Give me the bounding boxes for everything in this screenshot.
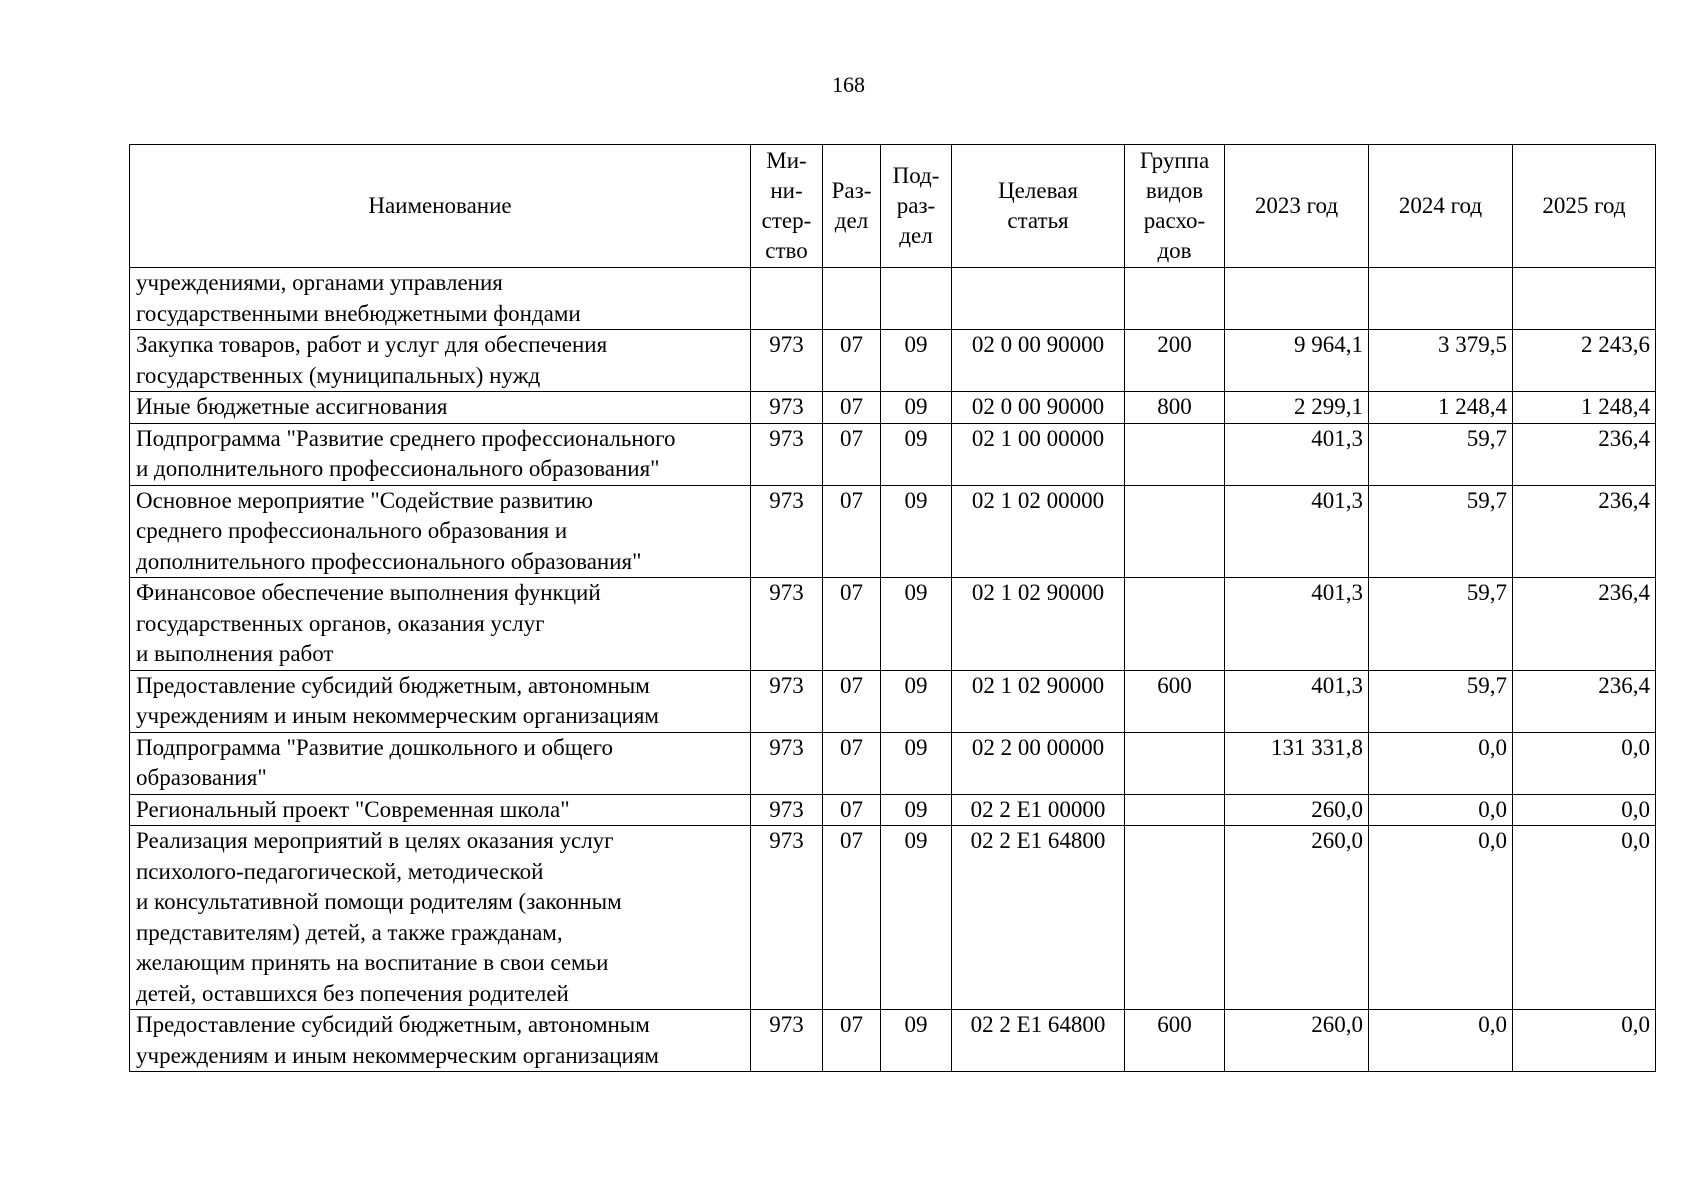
- table-header-row: [130, 145, 1656, 268]
- cell-section: 07: [823, 423, 881, 485]
- cell-subsection: 09: [881, 794, 952, 826]
- cell-section: 07: [823, 826, 881, 1010]
- header-target-article: Целевая статья: [952, 145, 1125, 268]
- table-row: [130, 423, 1656, 485]
- cell-subsection: 09: [881, 578, 952, 671]
- cell-year-2025: 0,0: [1513, 826, 1656, 1010]
- cell-year-2023: 260,0: [1225, 1010, 1369, 1072]
- cell-section: 07: [823, 392, 881, 424]
- cell-subsection: 09: [881, 1010, 952, 1072]
- cell-year-2023: 131 331,8: [1225, 732, 1369, 794]
- cell-ministry: 973: [751, 330, 823, 392]
- cell-year-2024: 59,7: [1369, 423, 1513, 485]
- cell-subsection: 09: [881, 392, 952, 424]
- cell-subsection: 09: [881, 423, 952, 485]
- cell-year-2025: 236,4: [1513, 485, 1656, 578]
- cell-section: 07: [823, 732, 881, 794]
- header-name: Наименование: [130, 145, 751, 268]
- cell-name: Закупка товаров, работ и услуг для обеспечения государственных (муниципальных) нужд: [130, 330, 751, 392]
- cell-ministry: 973: [751, 485, 823, 578]
- cell-section: 07: [823, 1010, 881, 1072]
- cell-year-2023: 401,3: [1225, 423, 1369, 485]
- cell-year-2025: 236,4: [1513, 670, 1656, 732]
- cell-target-article: 02 2 00 00000: [952, 732, 1125, 794]
- cell-name: Реализация мероприятий в целях оказания услуг психолого-педагогической, методической и консультативной помощи родителям (законным представителям) детей, а также гражданам, желающим принять на воспитание в свои семьи детей, оставшихся без попечения родителей: [130, 826, 751, 1010]
- cell-target-article: 02 1 02 00000: [952, 485, 1125, 578]
- cell-year-2024: 0,0: [1369, 826, 1513, 1010]
- cell-target-article: 02 2 E1 00000: [952, 794, 1125, 826]
- cell-ministry: 973: [751, 423, 823, 485]
- cell-expense-group: 800: [1125, 392, 1225, 424]
- cell-year-2024: 59,7: [1369, 578, 1513, 671]
- cell-name: Предоставление субсидий бюджетным, автономным учреждениям и иным некоммерческим организациям: [130, 1010, 751, 1072]
- cell-expense-group: [1125, 794, 1225, 826]
- page-number: 168: [832, 72, 865, 97]
- header-section: Раз- дел: [823, 145, 881, 268]
- cell-subsection: 09: [881, 330, 952, 392]
- table-row: [130, 392, 1656, 424]
- cell-target-article: [952, 268, 1125, 330]
- cell-expense-group: [1125, 826, 1225, 1010]
- cell-ministry: 973: [751, 732, 823, 794]
- header-year-2024: 2024 год: [1369, 145, 1513, 268]
- cell-ministry: 973: [751, 670, 823, 732]
- cell-section: 07: [823, 330, 881, 392]
- cell-expense-group: [1125, 423, 1225, 485]
- table-row: [130, 794, 1656, 826]
- table-row: [130, 826, 1656, 1010]
- cell-year-2023: 401,3: [1225, 670, 1369, 732]
- cell-name: Региональный проект "Современная школа": [130, 794, 751, 826]
- cell-section: 07: [823, 485, 881, 578]
- cell-ministry: 973: [751, 794, 823, 826]
- budget-table: [129, 144, 1656, 1072]
- cell-ministry: [751, 268, 823, 330]
- cell-year-2024: 0,0: [1369, 1010, 1513, 1072]
- cell-year-2023: 401,3: [1225, 578, 1369, 671]
- cell-year-2023: 260,0: [1225, 826, 1369, 1010]
- cell-name: Основное мероприятие "Содействие развитию среднего профессионального образования и дополнительного профессионального образования": [130, 485, 751, 578]
- cell-target-article: 02 2 E1 64800: [952, 826, 1125, 1010]
- cell-year-2024: 59,7: [1369, 670, 1513, 732]
- cell-year-2024: [1369, 268, 1513, 330]
- cell-expense-group: [1125, 578, 1225, 671]
- table-row: [130, 670, 1656, 732]
- cell-ministry: 973: [751, 392, 823, 424]
- cell-name: учреждениями, органами управления государственными внебюджетными фондами: [130, 268, 751, 330]
- cell-subsection: 09: [881, 485, 952, 578]
- cell-name: Финансовое обеспечение выполнения функций государственных органов, оказания услуг и выполнения работ: [130, 578, 751, 671]
- cell-year-2024: 59,7: [1369, 485, 1513, 578]
- table-row: [130, 1010, 1656, 1072]
- cell-year-2023: 260,0: [1225, 794, 1369, 826]
- table-row: [130, 732, 1656, 794]
- cell-year-2023: 9 964,1: [1225, 330, 1369, 392]
- cell-year-2023: [1225, 268, 1369, 330]
- cell-year-2024: 0,0: [1369, 732, 1513, 794]
- cell-expense-group: [1125, 268, 1225, 330]
- cell-year-2025: [1513, 268, 1656, 330]
- cell-expense-group: [1125, 485, 1225, 578]
- cell-section: [823, 268, 881, 330]
- cell-ministry: 973: [751, 826, 823, 1010]
- cell-year-2025: 236,4: [1513, 423, 1656, 485]
- cell-year-2023: 2 299,1: [1225, 392, 1369, 424]
- cell-ministry: 973: [751, 578, 823, 671]
- cell-year-2025: 0,0: [1513, 732, 1656, 794]
- cell-subsection: 09: [881, 732, 952, 794]
- cell-name: Подпрограмма "Развитие дошкольного и общего образования": [130, 732, 751, 794]
- cell-subsection: 09: [881, 826, 952, 1010]
- cell-section: 07: [823, 670, 881, 732]
- cell-target-article: 02 0 00 90000: [952, 330, 1125, 392]
- cell-target-article: 02 1 02 90000: [952, 578, 1125, 671]
- cell-target-article: 02 2 E1 64800: [952, 1010, 1125, 1072]
- header-subsection: Под- раз- дел: [881, 145, 952, 268]
- cell-expense-group: [1125, 732, 1225, 794]
- cell-target-article: 02 0 00 90000: [952, 392, 1125, 424]
- cell-subsection: 09: [881, 670, 952, 732]
- cell-section: 07: [823, 794, 881, 826]
- cell-year-2025: 0,0: [1513, 794, 1656, 826]
- cell-name: Иные бюджетные ассигнования: [130, 392, 751, 424]
- cell-year-2025: 1 248,4: [1513, 392, 1656, 424]
- header-ministry: Ми- ни- стер- ство: [751, 145, 823, 268]
- cell-name: Предоставление субсидий бюджетным, автономным учреждениям и иным некоммерческим организациям: [130, 670, 751, 732]
- table-row: [130, 268, 1656, 330]
- cell-subsection: [881, 268, 952, 330]
- cell-year-2025: 2 243,6: [1513, 330, 1656, 392]
- table-row: [130, 578, 1656, 671]
- table-row: [130, 330, 1656, 392]
- cell-section: 07: [823, 578, 881, 671]
- cell-year-2023: 401,3: [1225, 485, 1369, 578]
- header-year-2025: 2025 год: [1513, 145, 1656, 268]
- cell-target-article: 02 1 00 00000: [952, 423, 1125, 485]
- cell-ministry: 973: [751, 1010, 823, 1072]
- cell-year-2024: 0,0: [1369, 794, 1513, 826]
- cell-year-2024: 1 248,4: [1369, 392, 1513, 424]
- cell-expense-group: 600: [1125, 670, 1225, 732]
- cell-expense-group: 600: [1125, 1010, 1225, 1072]
- cell-expense-group: 200: [1125, 330, 1225, 392]
- cell-name: Подпрограмма "Развитие среднего профессионального и дополнительного профессионального образования": [130, 423, 751, 485]
- cell-year-2025: 0,0: [1513, 1010, 1656, 1072]
- cell-target-article: 02 1 02 90000: [952, 670, 1125, 732]
- table-body: [130, 268, 1656, 1072]
- cell-year-2025: 236,4: [1513, 578, 1656, 671]
- header-year-2023: 2023 год: [1225, 145, 1369, 268]
- cell-year-2024: 3 379,5: [1369, 330, 1513, 392]
- header-expense-group: Группа видов расхо- дов: [1125, 145, 1225, 268]
- table-row: [130, 485, 1656, 578]
